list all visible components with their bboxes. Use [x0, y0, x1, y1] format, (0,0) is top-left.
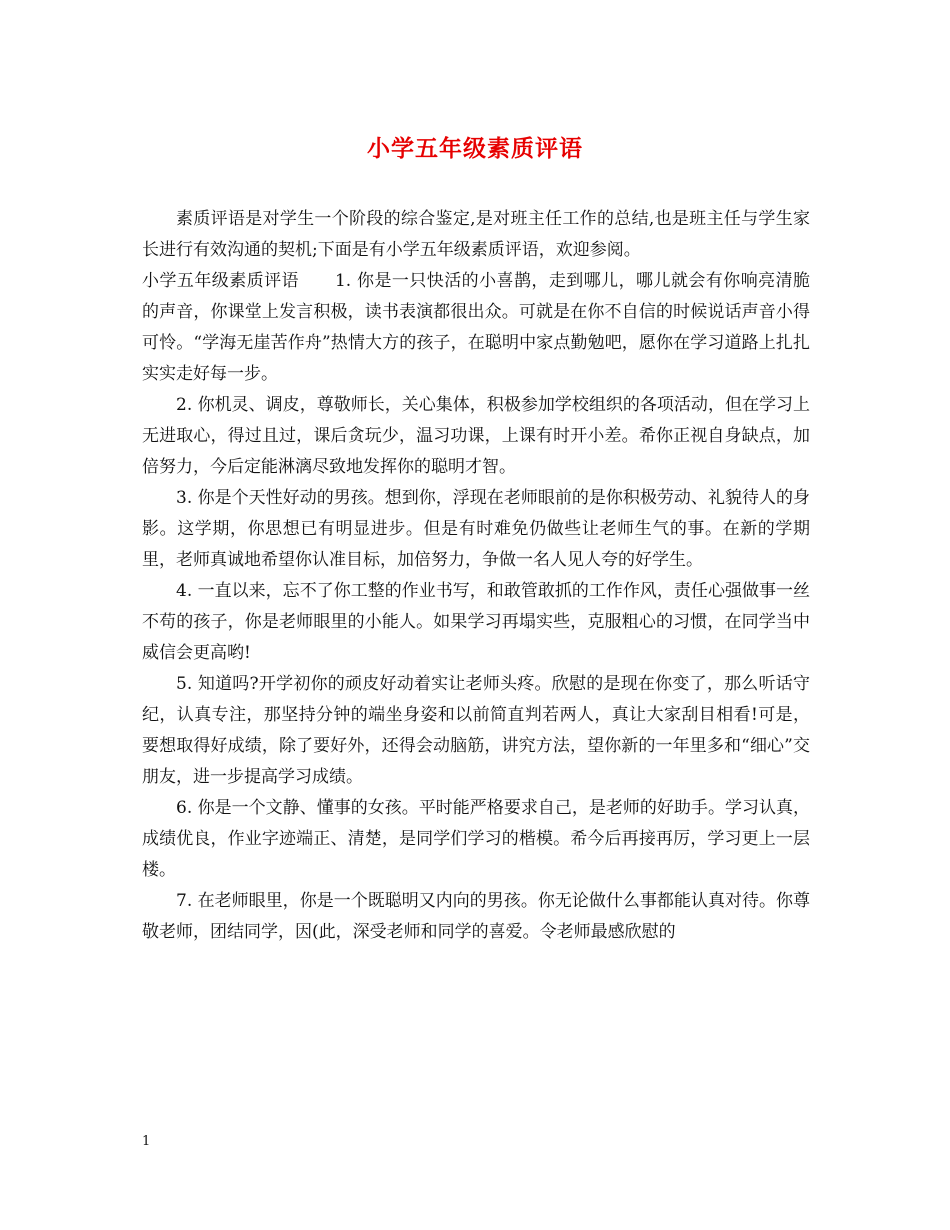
- comment-item-2: 2. 你机灵、调皮，尊敬师长，关心集体，积极参加学校组织的各项活动，但在学习上无进取心，得过且过，课后贪玩少，温习功课，上课有时开小差。希你正视自身缺点，加倍努力，今后定能淋漓尽致地发挥你的聪明才智。: [142, 395, 810, 477]
- comment-item-3: 3. 你是个天性好动的男孩。想到你，浮现在老师眼前的是你积极劳动、礼貌待人的身影。这学期，你思想已有明显进步。但是有时难免仍做些让老师生气的事。在新的学期里，老师真诚地希望你认准目标，加倍努力，争做一名人见人夸的好学生。: [142, 488, 810, 570]
- comment-item-4: 4. 一直以来，忘不了你工整的作业书写，和敢管敢抓的工作作风，责任心强做事一丝不苟的孩子，你是老师眼里的小能人。如果学习再塌实些，克服粗心的习惯，在同学当中威信会更高哟!: [142, 581, 810, 663]
- comment-item-7: 7. 在老师眼里，你是一个既聪明又内向的男孩。你无论做什么事都能认真对待。你尊敬老师，团结同学，因(此，深受老师和同学的喜爱。令老师最感欣慰的: [142, 891, 810, 942]
- comment-item-1: 1. 你是一只快活的小喜鹊，走到哪儿，哪儿就会有你响亮清脆的声音，你课堂上发言积极，读书表演都很出众。可就是在你不自信的时候说话声音小得可怜。“学海无崖苦作舟”热情大方的孩子，在聪明中家点勤勉吧，愿你在学习道路上扎扎实实走好每一步。: [142, 271, 811, 384]
- document-body: [142, 204, 810, 948]
- comment-item-5: 5. 知道吗?开学初你的顽皮好动着实让老师头疼。欣慰的是现在你变了，那么听话守纪，认真专注，那坚持分钟的端坐身姿和以前简直判若两人，真让大家刮目相看!可是，要想取得好成绩，除了要好外，还得会动脑筋，讲究方法，望你新的一年里多和“细心”交朋友，进一步提高学习成绩。: [142, 674, 810, 787]
- page-number: 1: [142, 1134, 151, 1149]
- section-paragraph: [142, 266, 810, 390]
- document-title: 小学五年级素质评语: [367, 135, 583, 162]
- intro-paragraph: 素质评语是对学生一个阶段的综合鉴定,是对班主任工作的总结,也是班主任与学生家长进行有效沟通的契机;下面是有小学五年级素质评语，欢迎参阅。: [142, 209, 810, 260]
- section-heading: 小学五年级素质评语: [142, 271, 299, 291]
- comment-item-6: 6. 你是一个文静、懂事的女孩。平时能严格要求自己，是老师的好助手。学习认真，成绩优良，作业字迹端正、清楚，是同学们学习的楷模。希今后再接再厉，学习更上一层楼。: [142, 798, 810, 880]
